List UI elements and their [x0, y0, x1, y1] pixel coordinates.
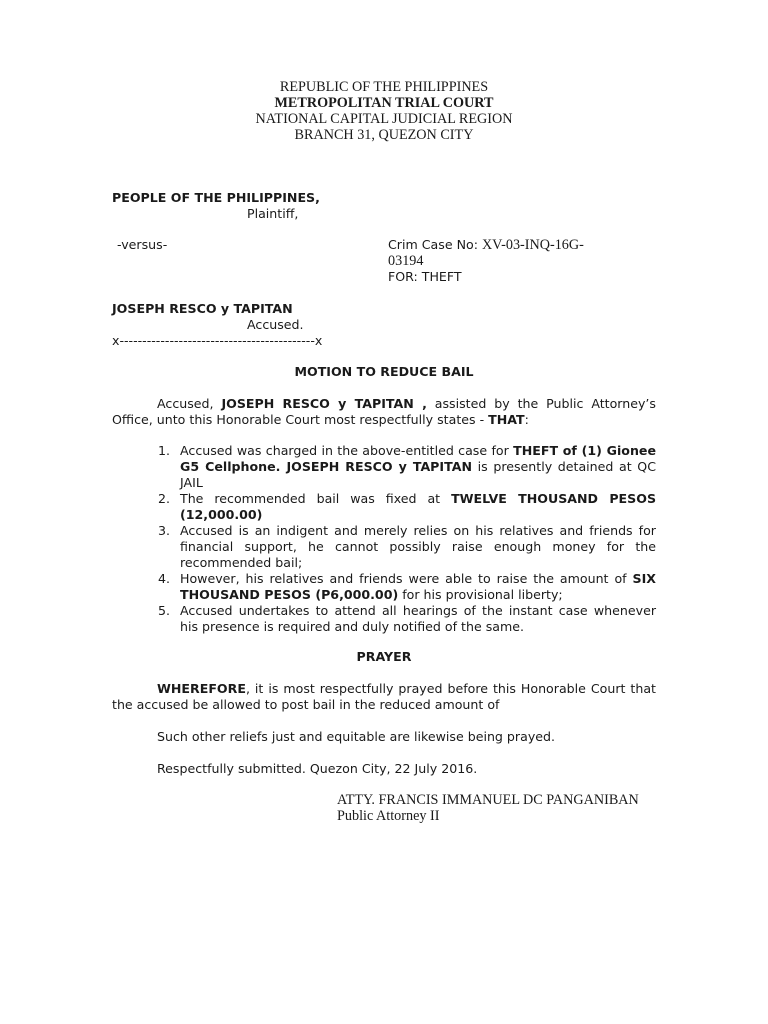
list-item [158, 491, 657, 523]
motion-title: MOTION TO REDUCE BAIL [294, 364, 474, 379]
list-item-text-end: is presently detained at QC JAIL [180, 459, 656, 490]
list-item-text: The recommended bail was fixed at [180, 491, 452, 506]
signatory-title: Public Attorney II [337, 808, 440, 824]
header-region: NATIONAL CAPITAL JUDICIAL REGION [255, 111, 513, 127]
list-item [158, 523, 656, 571]
respectfully-submitted: Respectfully submitted. Quezon City, 22 July 2016. [157, 761, 478, 776]
prayer-wherefore: WHEREFORE [157, 681, 246, 696]
case-number-cont: 03194 [388, 253, 424, 269]
list-item-text-end: for his provisional liberty; [398, 587, 563, 602]
list-item-text: Accused is an indigent and merely relies on his relatives and friends for financial support, he cannot possibly raise enough money for the recommended bail; [180, 523, 656, 570]
list-item [158, 603, 656, 635]
caption-separator: x-------------------------------------------x [112, 333, 323, 348]
prayer-text: , it is most respectfully prayed before this Honorable Court that the accused be allowed to post bail in the reduced amount of [112, 681, 656, 712]
intro-accused-name: JOSEPH RESCO y TAPITAN , [221, 396, 427, 411]
intro-text-1: Accused, [157, 396, 222, 411]
list-item-text: Accused was charged in the above-entitled case for [180, 443, 514, 458]
case-number-line [388, 237, 584, 253]
intro-paragraph [112, 396, 656, 428]
versus-label: -versus- [117, 237, 168, 252]
prayer-paragraph [112, 681, 656, 713]
signatory-name: ATTY. FRANCIS IMMANUEL DC PANGANIBAN [337, 792, 639, 808]
header-branch: BRANCH 31, QUEZON CITY [294, 127, 474, 143]
list-item-number: 2. [158, 491, 171, 506]
list-item-number: 5. [158, 603, 171, 618]
case-label: Crim Case No: [388, 237, 482, 252]
case-number: XV-03-INQ-16G- [481, 237, 584, 253]
list-item-number: 3. [158, 523, 171, 538]
list-item [158, 571, 656, 603]
intro-that: THAT [488, 412, 525, 427]
header-republic: REPUBLIC OF THE PHILIPPINES [279, 79, 489, 95]
list-item-bold: TWELVE THOUSAND PESOS (12,000.00) [180, 491, 657, 522]
list-item-text: Accused undertakes to attend all hearings of the instant case whenever his presence is required and duly notified of the same. [180, 603, 656, 634]
list-item-text: However, his relatives and friends were able to raise the amount of [180, 571, 633, 586]
list-item-bold: SIX THOUSAND PESOS (P6,000.00) [180, 571, 656, 602]
intro-text-3: : [524, 412, 529, 427]
list-item-bold: THEFT of (1) Gionee G5 Cellphone. JOSEPH RESCO y TAPITAN [180, 443, 656, 474]
prayer-heading: PRAYER [356, 649, 412, 664]
other-reliefs: Such other reliefs just and equitable are likewise being prayed. [157, 729, 556, 744]
intro-text-2: assisted by the Public Attorney’s Office, unto this Honorable Court most respectfully states - [112, 396, 656, 427]
list-item [158, 443, 656, 491]
accused-role: Accused. [247, 317, 304, 332]
allegations-list [158, 443, 657, 635]
list-item-number: 4. [158, 571, 171, 586]
list-item-number: 1. [158, 443, 171, 458]
plaintiff-role: Plaintiff, [247, 206, 299, 221]
header-court: METROPOLITAN TRIAL COURT [274, 95, 494, 111]
accused-name: JOSEPH RESCO y TAPITAN [112, 301, 293, 316]
plaintiff-name: PEOPLE OF THE PHILIPPINES, [112, 190, 320, 205]
case-for-label: FOR: THEFT [388, 269, 462, 284]
